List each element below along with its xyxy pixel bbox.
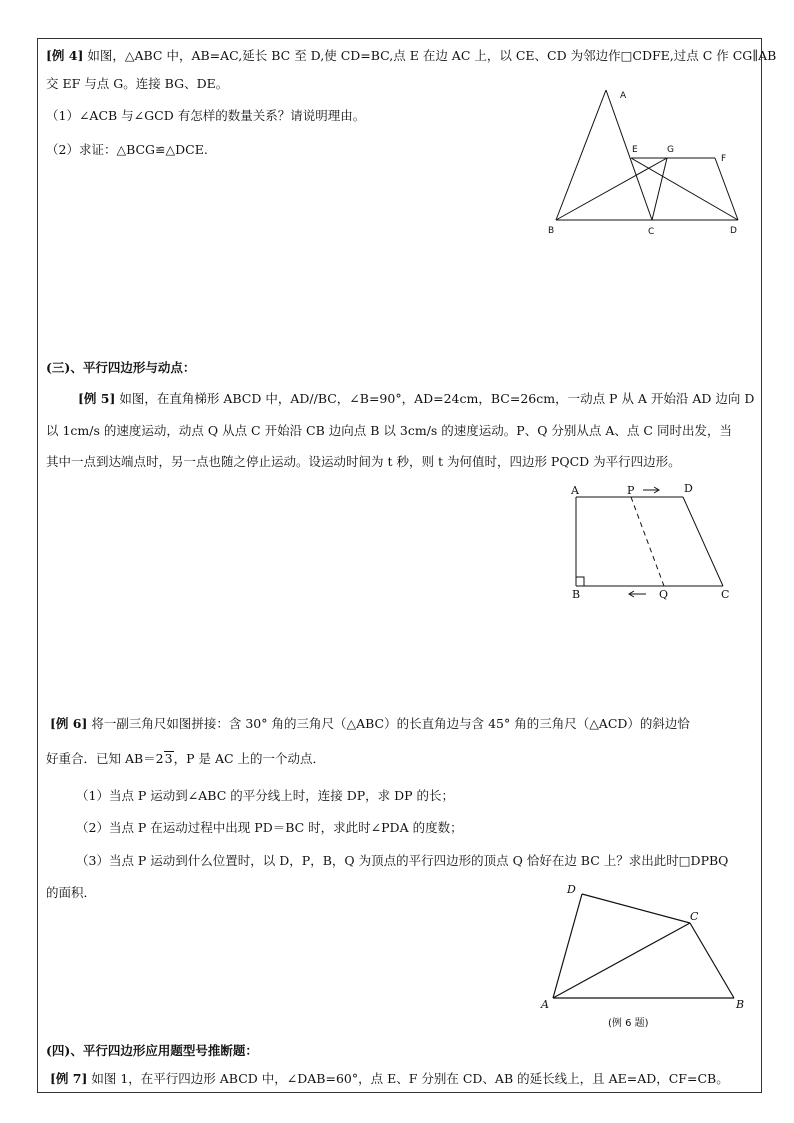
ex6-question-1: （1）当点 P 运动到∠ABC 的平分线上时，连接 DP，求 DP 的长； bbox=[76, 788, 455, 803]
ex4-text-line2: 交 EF 与点 G。连接 BG、DE。 bbox=[46, 76, 229, 91]
ex6-label-A: A bbox=[541, 998, 549, 1011]
ex6-label-B: B bbox=[736, 998, 745, 1011]
ex6-label-C: C bbox=[690, 910, 699, 923]
ex6-sqrt-radicand: 3 bbox=[164, 751, 173, 766]
ex5-label-C: C bbox=[721, 588, 730, 601]
ex4-label-E: E bbox=[632, 145, 638, 155]
ex7-text-line1 bbox=[50, 1071, 729, 1087]
ex6-figure-caption: (例 6 题) bbox=[608, 1018, 649, 1029]
ex5-label-B: B bbox=[572, 588, 581, 601]
ex7-tag: [例 7] bbox=[50, 1071, 88, 1086]
ex5-tag: [例 5] bbox=[78, 391, 116, 406]
ex5-label-P: P bbox=[627, 484, 635, 497]
ex6-question-2: （2）当点 P 在运动过程中出现 PD＝BC 时，求此时∠PDA 的度数； bbox=[76, 820, 463, 835]
ex5-label-A: A bbox=[571, 484, 579, 497]
section-3-title: (三)、平行四边形与动点： bbox=[46, 360, 196, 375]
ex5-label-Q: Q bbox=[659, 588, 669, 601]
ex4-question-1: （1）∠ACB 与∠GCD 有怎样的数量关系？请说明理由。 bbox=[46, 108, 366, 123]
ex4-label-C: C bbox=[648, 227, 655, 237]
ex6-question-3-cont: 的面积． bbox=[46, 885, 97, 900]
ex5-label-D: D bbox=[684, 482, 693, 495]
ex4-question-2: （2）求证：△BCG≌△DCE. bbox=[46, 142, 208, 157]
section-4-title: (四)、平行四边形应用题型号推断题： bbox=[46, 1043, 258, 1058]
ex6-given-part2: ，P 是 AC 上的一个动点． bbox=[173, 751, 326, 766]
ex4-label-A: A bbox=[620, 91, 627, 101]
ex5-statement: 如图，在直角梯形 ABCD 中，AD//BC，∠B=90°，AD=24cm，BC=26cm，一动点 P 从 A 开始沿 AD 边向 D bbox=[115, 391, 755, 406]
ex4-statement: 如图，△ABC 中，AB=AC,延长 BC 至 D,使 CD=BC,点 E 在边 AC 上，以 CE、CD 为邻边作□CDFE,过点 C 作 CG∥AB bbox=[83, 48, 777, 63]
ex4-label-G: G bbox=[667, 145, 674, 155]
ex6-label-D: D bbox=[567, 883, 576, 896]
ex4-label-D: D bbox=[730, 226, 737, 236]
ex6-given-part1: 好重合．已知 AB＝2 bbox=[46, 751, 164, 766]
ex4-label-B: B bbox=[548, 226, 555, 236]
ex6-tag: [例 6] bbox=[50, 716, 88, 731]
ex4-tag: [例 4] bbox=[46, 48, 84, 63]
ex4-label-F: F bbox=[721, 154, 727, 164]
ex5-text-line2: 以 1cm/s 的速度运动，动点 Q 从点 C 开始沿 CB 边向点 B 以 3cm/s 的速度运动。P、Q 分别从点 A、点 C 同时出发，当 bbox=[46, 423, 732, 438]
ex5-text-line3: 其中一点到达端点时，另一点也随之停止运动。设运动时间为 t 秒，则 t 为何值时，四边形 PQCD 为平行四边形。 bbox=[46, 454, 681, 469]
ex6-statement: 将一副三角尺如图拼接：含 30° 角的三角尺（△ABC）的长直角边与含 45° 角的三角尺（△ACD）的斜边恰 bbox=[87, 716, 690, 731]
ex7-statement: 如图 1，在平行四边形 ABCD 中，∠DAB=60°，点 E、F 分别在 CD、AB 的延长线上，且 AE=AD，CF=CB。 bbox=[87, 1071, 729, 1086]
ex6-question-3: （3）当点 P 运动到什么位置时，以 D，P，B，Q 为顶点的平行四边形的顶点 Q 恰好在边 BC 上？求出此时□DPBQ bbox=[76, 853, 729, 868]
